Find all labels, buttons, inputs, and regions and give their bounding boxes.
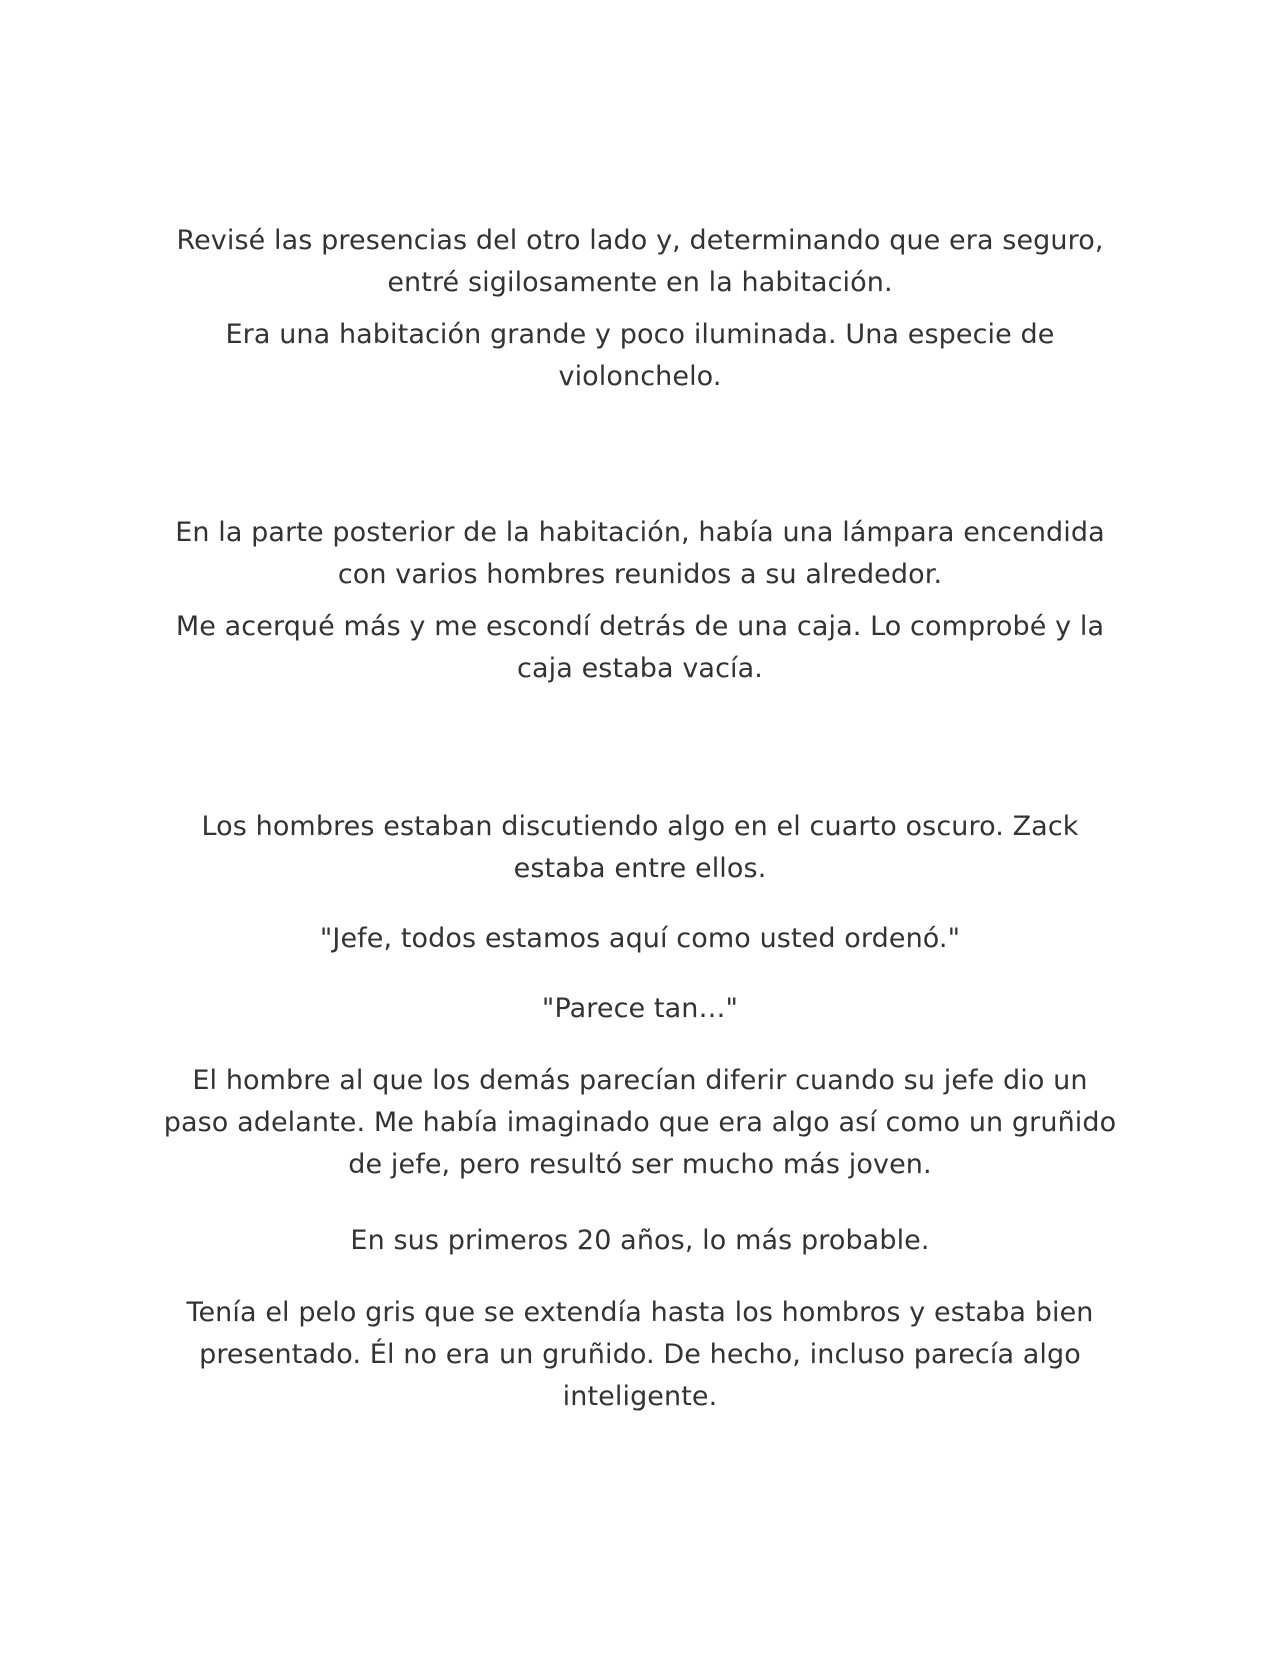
paragraph-9: En sus primeros 20 años, lo más probable. [350, 1225, 930, 1256]
paragraph-7: "Parece tan…" [541, 993, 739, 1024]
paragraph-8: El hombre al que los demás parecían diferir cuando su jefe dio un paso adelante. Me había imaginado que era algo así como un gruñido de jefe, pero resultó ser mucho más joven. [163, 1065, 1117, 1180]
paragraph-3: En la parte posterior de la habitación, había una lámpara encendida con varios hombres reunidos a su alrededor. [175, 517, 1105, 590]
paragraph-5: Los hombres estaban discutiendo algo en el cuarto oscuro. Zack estaba entre ellos. [201, 811, 1079, 884]
paragraph-6: "Jefe, todos estamos aquí como usted ordenó." [319, 923, 961, 954]
paragraph-1: Revisé las presencias del otro lado y, determinando que era seguro, entré sigilosamente en la habitación. [176, 225, 1104, 298]
paragraph-10: Tenía el pelo gris que se extendía hasta los hombros y estaba bien presentado. Él no era un gruñido. De hecho, incluso parecía algo inteligente. [186, 1297, 1094, 1412]
paragraph-4: Me acerqué más y me escondí detrás de una caja. Lo comprobé y la caja estaba vacía. [175, 611, 1105, 684]
paragraph-2: Era una habitación grande y poco iluminada. Una especie de violonchelo. [225, 319, 1055, 392]
